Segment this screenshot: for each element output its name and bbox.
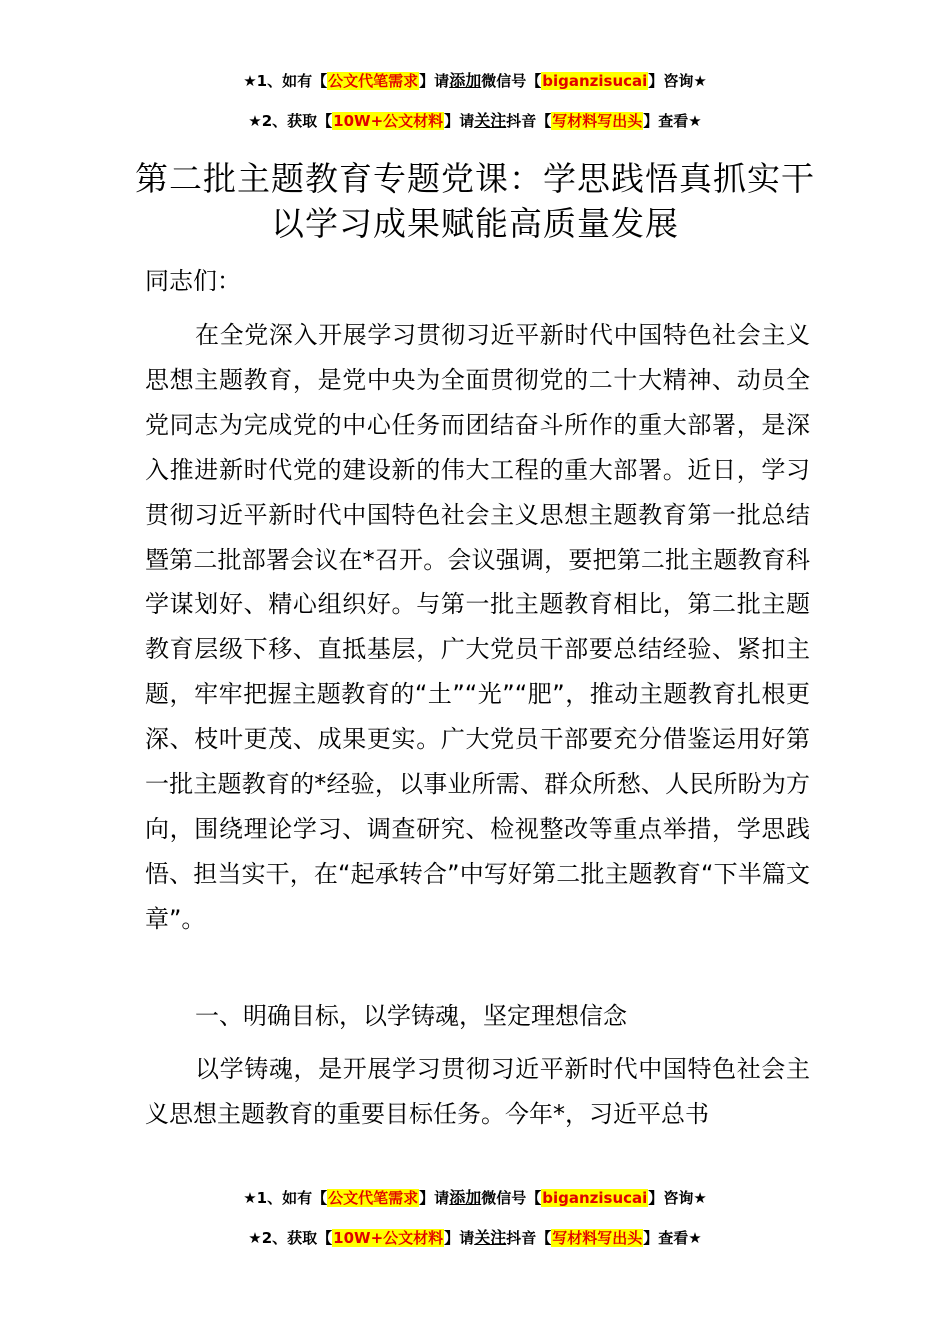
ad-bracket: 【 [317,112,333,130]
ad-bracket: 】 [648,1189,664,1207]
salutation: 同志们： [145,267,241,295]
body-paragraph-1: 在全党深入开展学习贯彻习近平新时代中国特色社会主义思想主题教育，是党中央为全面贯彻党的二十大精神、动员全党同志为完成党的中心任务而团结奋斗所作的重大部署，是深入推进新时代党的建设新的伟大工程的重大部署。近日，学习贯彻习近平新时代中国特色社会主义思想主题教育第一批总结暨第二批部署会议在*召开。会议强调，要把第二批主题教育科学谋划好、精心组织好。与第一批主题教育相比，第二批主题教育层级下移、直抵基层，广大党员干部要总结经验、紧扣主题，牢牢把握主题教育的“土”“光”“肥”，推动主题教育扎根更深、枝叶更茂、成果更实。广大党员干部要充分借鉴运用好第一批主题教育的*经验，以事业所需、群众所愁、人民所盼为方向，围绕理论学习、调查研究、检视整改等重点举措，学思践悟、担当实干，在“起承转合”中写好第二批主题教育“下半篇文章”。 [145,321,810,933]
footer-ad-line-1 [0,1188,950,1208]
ad-suffix: 查看★ [658,112,702,130]
ad-text: 请 [434,72,450,90]
ad-bracket: 【 [536,112,552,130]
ad-bracket: 【 [526,1189,542,1207]
ad-bracket: 【 [536,1229,552,1247]
ad-underlined-text: 添加 [449,1188,482,1207]
section-heading-1: 一、明确目标，以学铸魂，坚定理想信念 [195,1002,627,1030]
ad-prefix: ★2、获取 [248,1229,318,1247]
ad-text: 抖音 [506,112,537,130]
ad-highlight-wechat-id: biganzisucai [542,72,648,90]
ad-text: 请 [434,1189,450,1207]
ad-suffix: 咨询★ [663,72,707,90]
ad-highlight-service: 公文代笔需求 [328,1189,419,1207]
ad-bracket: 】 [419,72,435,90]
ad-underlined-text: 添加 [449,71,482,90]
footer-ad-line-2 [0,1228,950,1248]
ad-prefix: ★2、获取 [248,112,318,130]
ad-highlight-wechat-id: biganzisucai [542,1189,648,1207]
ad-suffix: 咨询★ [663,1189,707,1207]
ad-bracket: 】 [419,1189,435,1207]
ad-suffix: 查看★ [658,1229,702,1247]
ad-prefix: ★1、如有 [243,72,313,90]
ad-highlight-douyin-account: 写材料写出头 [552,112,643,130]
body-paragraph-2: 以学铸魂，是开展学习贯彻习近平新时代中国特色社会主义思想主题教育的重要目标任务。今年*，习近平总书 [145,1055,810,1128]
ad-bracket: 】 [648,72,664,90]
ad-bracket: 】 [643,112,659,130]
ad-highlight-materials: 10W+公文材料 [333,1229,444,1247]
ad-highlight-douyin-account: 写材料写出头 [552,1229,643,1247]
ad-underlined-text: 关注 [474,1228,507,1247]
ad-highlight-service: 公文代笔需求 [328,72,419,90]
ad-text: 微信号 [481,72,527,90]
ad-bracket: 】 [444,1229,460,1247]
ad-highlight-materials: 10W+公文材料 [333,112,444,130]
document-title: 第二批主题教育专题党课：学思践悟真抓实干以学习成果赋能高质量发展 [135,159,815,243]
ad-text: 抖音 [506,1229,537,1247]
ad-text: 请 [459,1229,475,1247]
ad-bracket: 】 [444,112,460,130]
header-ad-line-2 [0,111,950,131]
ad-bracket: 【 [317,1229,333,1247]
ad-bracket: 【 [526,72,542,90]
ad-bracket: 】 [643,1229,659,1247]
ad-underlined-text: 关注 [474,111,507,130]
ad-text: 微信号 [481,1189,527,1207]
ad-bracket: 【 [312,72,328,90]
header-ad-line-1 [0,71,950,91]
ad-prefix: ★1、如有 [243,1189,313,1207]
ad-text: 请 [459,112,475,130]
ad-bracket: 【 [312,1189,328,1207]
